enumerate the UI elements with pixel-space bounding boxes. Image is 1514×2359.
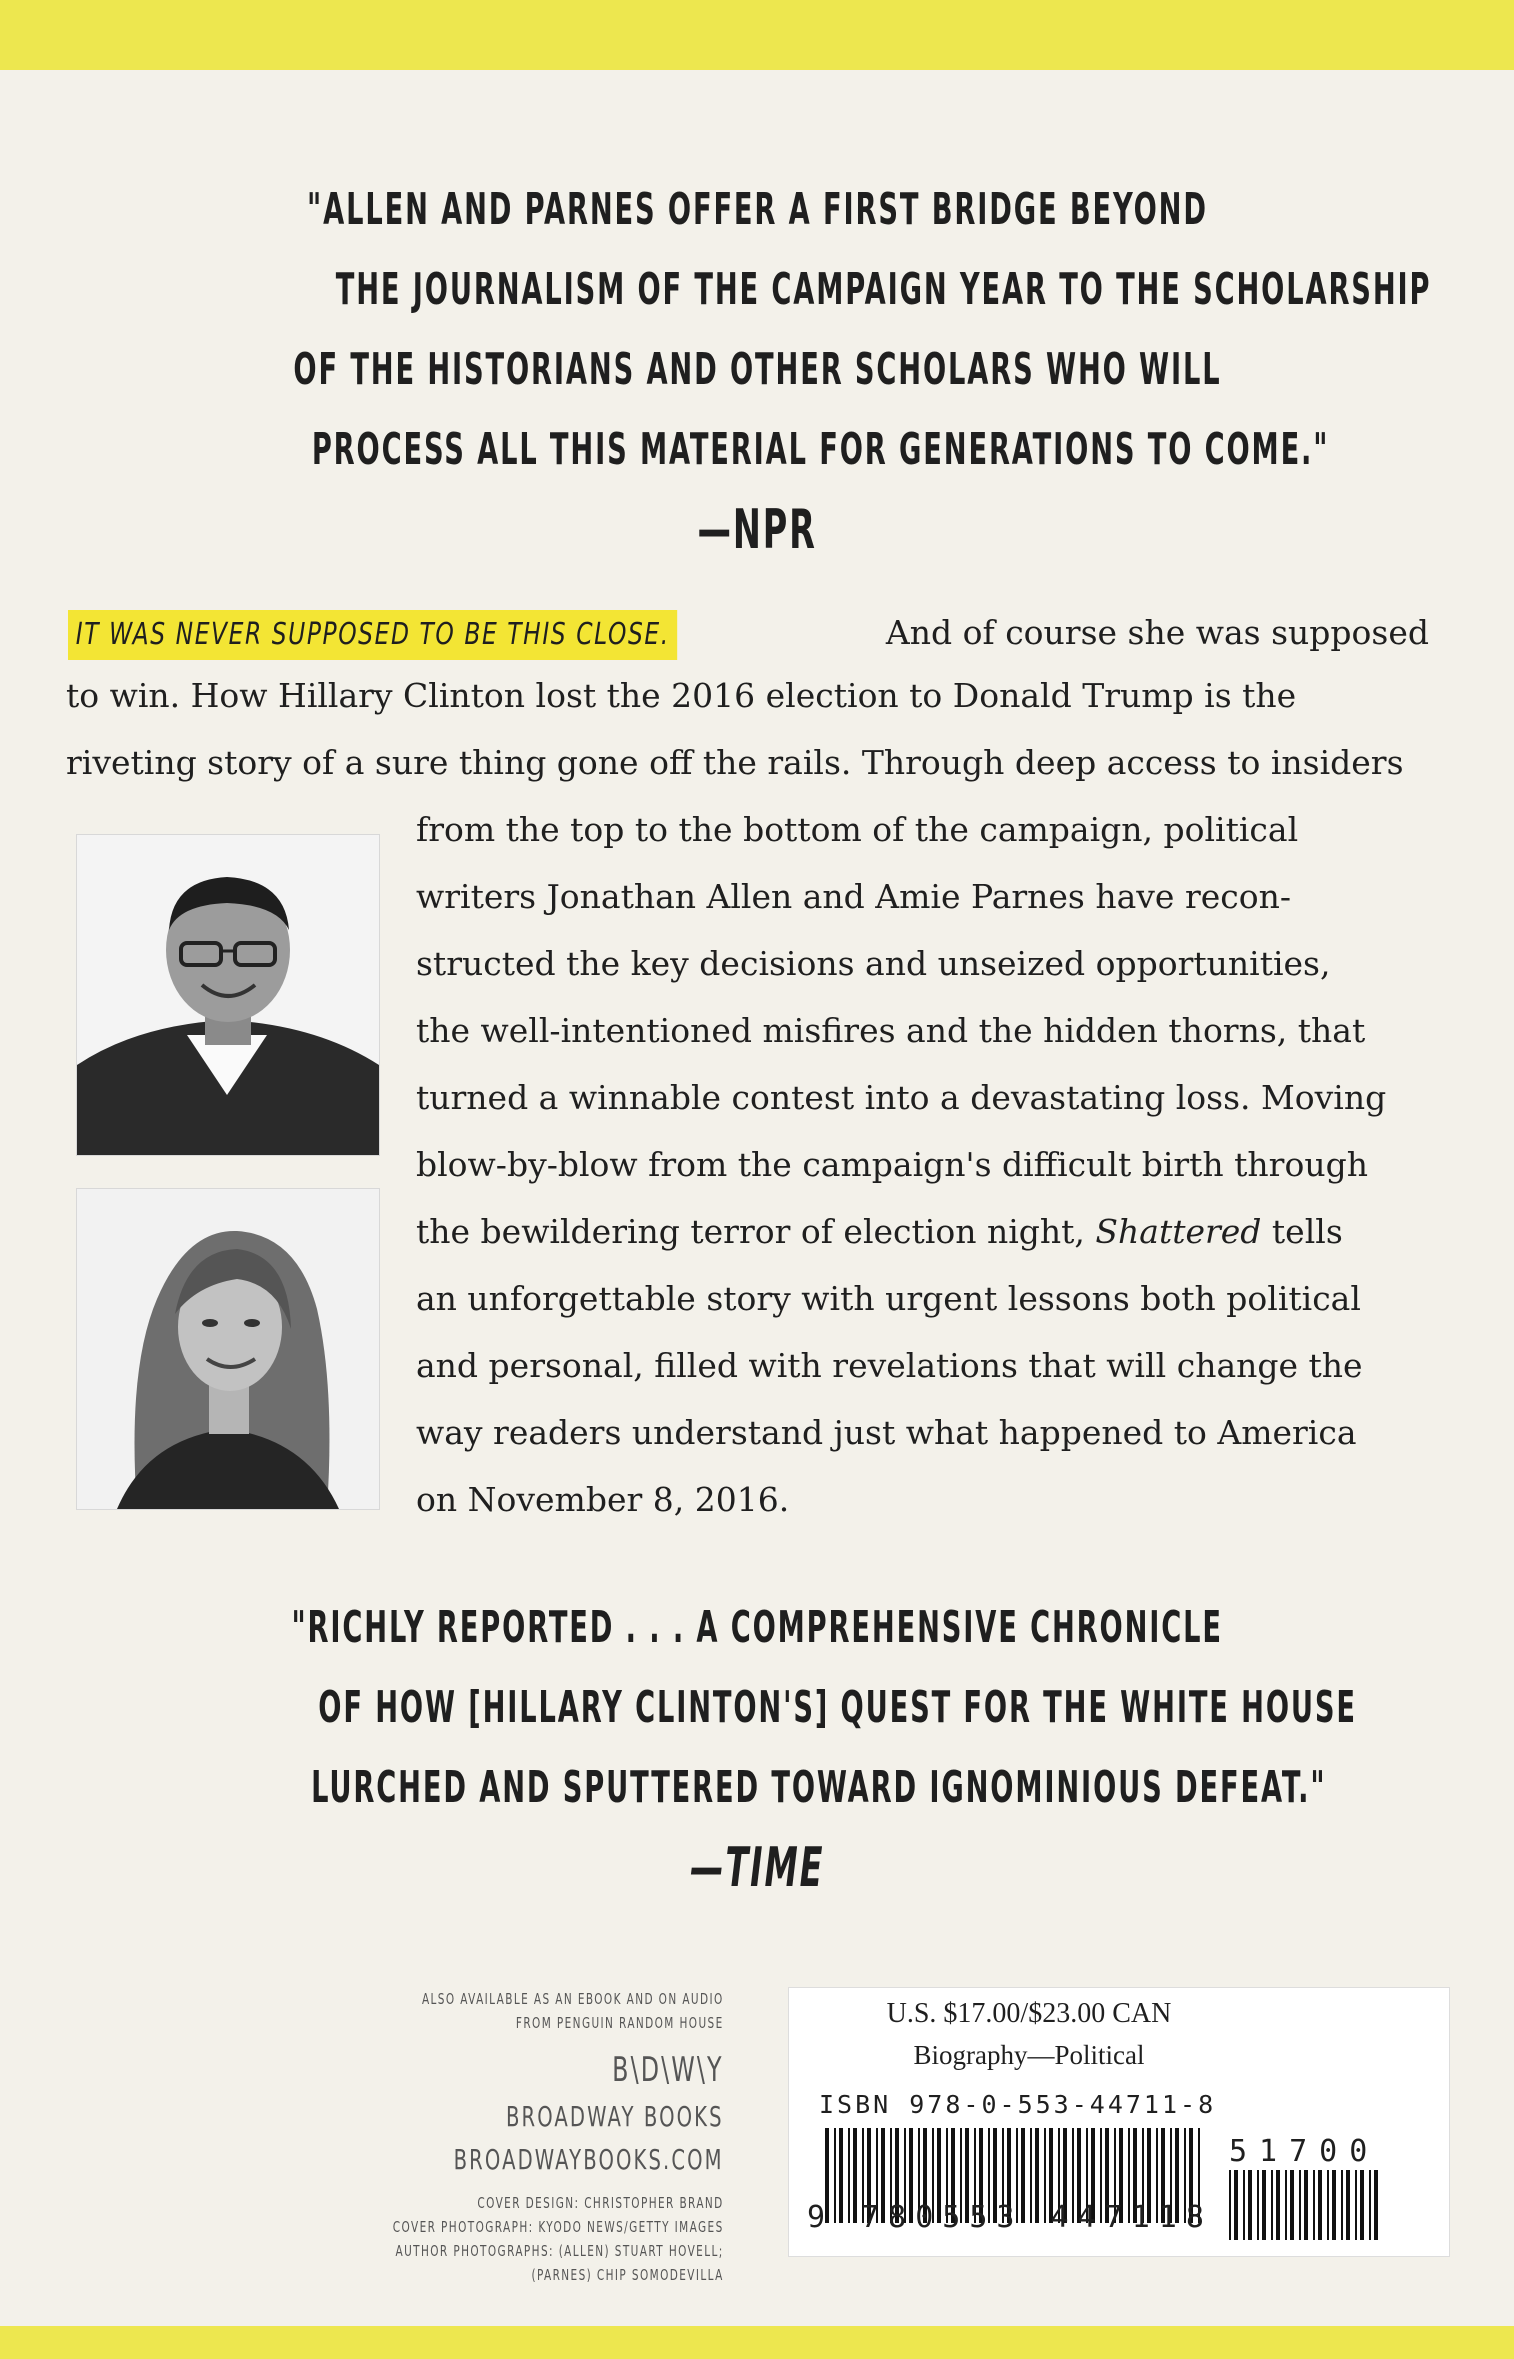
description-line: and personal, filled with revelations that will change the [416,1346,1363,1385]
book-title: Shattered [1095,1212,1262,1251]
barcode-bar [1290,2170,1294,2240]
barcode-bar [1346,2170,1350,2240]
barcode-bar [1271,2170,1273,2240]
author-photo-parnes [76,1188,380,1510]
quote-line: LURCHED AND SPUTTERED TOWARD IGNOMINIOUS DEFEAT." [311,1762,1327,1813]
description-first-line [68,610,1429,660]
description-line: riveting story of a sure thing gone off the rails. Through deep access to insiders [66,743,1404,782]
highlighted-lead: IT WAS NEVER SUPPOSED TO BE THIS CLOSE. [68,610,678,660]
design-credit: COVER DESIGN: CHRISTOPHER BRAND [477,2194,724,2212]
description-line: structed the key decisions and unseized opportunities, [416,944,1331,983]
barcode-bar [1257,2170,1259,2240]
barcode-bar [1304,2170,1308,2240]
barcode-bar [1341,2170,1343,2240]
availability-note: FROM PENGUIN RANDOM HOUSE [516,2014,724,2032]
price: U.S. $17.00/$23.00 CAN [886,1998,1172,2029]
barcode-bar [1355,2170,1357,2240]
time-quote [0,1588,1514,1908]
quote-line: OF HOW [HILLARY CLINTON'S] QUEST FOR THE WHITE HOUSE [318,1682,1357,1733]
description-line: the bewildering terror of election night, Shattered tells [416,1212,1343,1251]
barcode-bar [1234,2170,1238,2240]
description-line: the well-intentioned misfires and the hidden thorns, that [416,1011,1366,1050]
barcode-bar [1248,2170,1252,2240]
description-line: on November 8, 2016. [416,1480,790,1519]
category: Biography—Political [913,2040,1145,2070]
publisher-website: BROADWAYBOOKS.COM [453,2143,724,2176]
barcode-bar [1276,2170,1280,2240]
back-cover [0,70,1514,2326]
top-yellow-band [0,0,1514,70]
barcode-bar [1318,2170,1322,2240]
description-line: from the top to the bottom of the campaign, political [416,810,1299,849]
barcode-bar [1327,2170,1329,2240]
bottom-yellow-band [0,2326,1514,2359]
npr-quote [0,170,1514,570]
availability-note: ALSO AVAILABLE AS AN EBOOK AND ON AUDIO [422,1990,724,2008]
design-credit: COVER PHOTOGRAPH: KYODO NEWS/GETTY IMAGES [393,2218,724,2236]
publisher-name: BROADWAY BOOKS [506,2100,724,2133]
barcode-bar [1313,2170,1315,2240]
description-line: an unforgettable story with urgent lessons both political [416,1279,1361,1318]
barcode-digits: 9 780553 447118 [807,2200,1213,2235]
description-line: way readers understand just what happened to America [416,1413,1357,1452]
quote-line: THE JOURNALISM OF THE CAMPAIGN YEAR TO THE SCHOLARSHIP [335,264,1432,315]
barcode-bar [1285,2170,1287,2240]
quote-line: PROCESS ALL THIS MATERIAL FOR GENERATIONS TO COME." [311,424,1330,475]
author-photo-allen [76,834,380,1156]
price-code: 51700 [1229,2134,1380,2169]
barcode-bar [1299,2170,1301,2240]
isbn: ISBN 978-0-553-44711-8 [819,2090,1217,2119]
publisher-logo: B\D\W\Y [612,2050,724,2090]
barcode-bar [1262,2170,1266,2240]
description-text: And of course she was supposed [885,613,1429,652]
design-credit: AUTHOR PHOTOGRAPHS: (ALLEN) STUART HOVELL; [395,2242,724,2260]
price-barcode [1229,2170,1379,2240]
barcode-bar [1360,2170,1364,2240]
quote-line: "RICHLY REPORTED . . . A COMPREHENSIVE CHRONICLE [291,1602,1223,1653]
quote-line: OF THE HISTORIANS AND OTHER SCHOLARS WHO WILL [292,344,1222,395]
design-credit: (PARNES) CHIP SOMODEVILLA [531,2266,724,2284]
publisher-credits [251,1990,724,2284]
barcode-bar [1229,2170,1231,2240]
quote-source: —TIME [689,1836,825,1899]
quote-source: —NPR [697,498,817,561]
description-line: to win. How Hillary Clinton lost the 2016 election to Donald Trump is the [66,676,1297,715]
description-line: blow-by-blow from the campaign's difficult birth through [416,1145,1368,1184]
barcode-bar [1332,2170,1336,2240]
barcode-bar [1243,2170,1245,2240]
description-line: writers Jonathan Allen and Amie Parnes have recon- [416,877,1291,916]
barcode-bar [1374,2170,1378,2240]
description-line: turned a winnable contest into a devastating loss. Moving [416,1078,1387,1117]
barcode-label [788,1987,1450,2257]
barcode-bar [1369,2170,1371,2240]
quote-line: "ALLEN AND PARNES OFFER A FIRST BRIDGE BEYOND [306,184,1208,235]
